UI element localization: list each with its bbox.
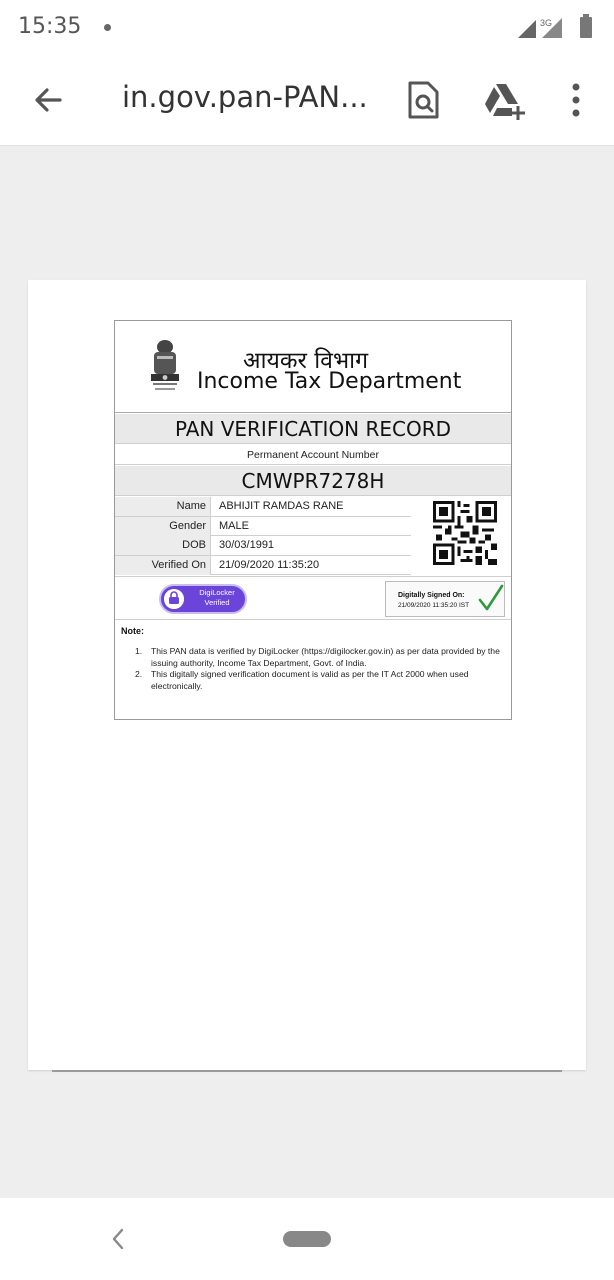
dob-label: DOB	[115, 536, 211, 555]
table-row	[115, 497, 411, 517]
name-value: ABHIJIT RAMDAS RANE	[219, 500, 344, 512]
list-item	[135, 669, 505, 692]
signature-title: Digitally Signed On:	[398, 592, 465, 599]
gender-label: Gender	[115, 517, 211, 536]
green-check-icon	[478, 584, 504, 612]
note-title: Note:	[121, 626, 144, 636]
status-time: 15:35	[18, 14, 82, 39]
digilocker-line1: DigiLocker	[199, 588, 235, 597]
document-title: in.gov.pan-PAN...	[122, 80, 368, 114]
navigation-bar	[0, 1198, 614, 1280]
verified-on-label: Verified On	[115, 556, 211, 575]
page-divider	[52, 1070, 562, 1072]
verified-on-value: 21/09/2020 11:35:20	[219, 558, 320, 571]
national-emblem-icon	[147, 337, 183, 397]
table-row	[115, 517, 411, 537]
hindi-title: आयकर विभाग	[243, 348, 369, 374]
signal-3g-icon	[518, 16, 566, 38]
find-in-page-icon[interactable]	[406, 80, 440, 120]
note-text: This PAN data is verified by DigiLocker (https://digilocker.gov.in) as per data provided by the issuing authority, Income Tax Department, Govt. of India.	[151, 646, 500, 668]
app-bar	[0, 54, 614, 146]
verification-badges	[115, 576, 511, 620]
pdf-page[interactable]	[28, 280, 586, 1070]
note-number: 2.	[135, 669, 143, 679]
pan-label: Permanent Account Number	[115, 445, 511, 465]
more-vert-icon[interactable]	[566, 82, 586, 118]
digilocker-text	[189, 588, 245, 608]
signature-date: 21/09/2020 11:35:20 IST	[398, 602, 470, 609]
battery-icon	[580, 14, 592, 38]
notes-list	[135, 646, 505, 692]
home-pill-button[interactable]	[283, 1231, 331, 1247]
details-table	[115, 497, 411, 575]
arrow-back-icon[interactable]	[30, 82, 66, 118]
name-label: Name	[115, 497, 211, 516]
add-to-drive-icon[interactable]	[484, 82, 526, 120]
note-text: This digitally signed verification document is valid as per the IT Act 2000 when used electronically.	[151, 669, 469, 691]
network-type: 3G	[540, 18, 553, 28]
list-item	[135, 646, 505, 669]
digital-signature-box	[385, 581, 505, 617]
pan-verification-record	[114, 320, 512, 720]
table-row	[115, 556, 411, 576]
dob-value: 30/03/1991	[219, 539, 275, 551]
status-bar	[0, 0, 614, 54]
qr-code-icon	[433, 501, 497, 565]
gender-value: MALE	[219, 519, 249, 532]
digilocker-logo-icon	[164, 589, 184, 609]
digilocker-verified-badge	[159, 584, 247, 614]
department-header	[115, 321, 511, 413]
note-number: 1.	[135, 646, 143, 656]
digilocker-line2: Verified	[204, 598, 230, 607]
nav-back-icon[interactable]	[108, 1226, 128, 1252]
notification-dot-icon	[104, 24, 111, 31]
pan-number: CMWPR7278H	[115, 466, 511, 496]
record-heading: PAN VERIFICATION RECORD	[115, 414, 511, 444]
table-row	[115, 536, 411, 556]
english-title: Income Tax Department	[197, 369, 462, 394]
